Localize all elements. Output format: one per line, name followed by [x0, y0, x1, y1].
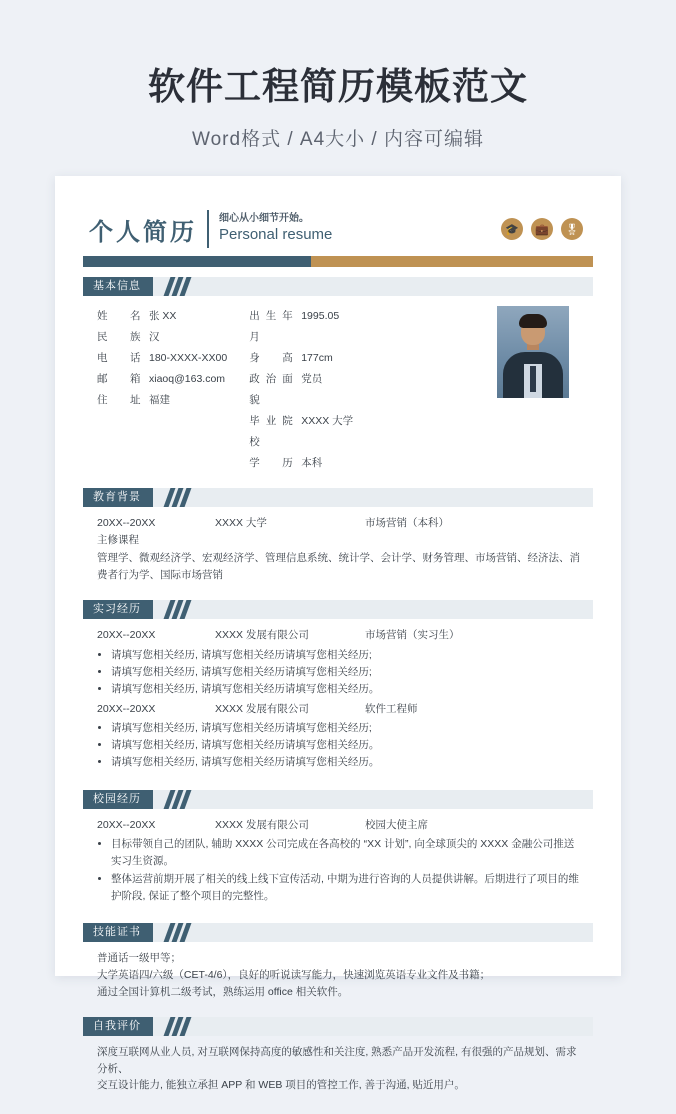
info-row [97, 348, 227, 369]
resume-slogan: 细心从小细节开始。 [219, 213, 309, 225]
basic-info-left-column [97, 306, 227, 474]
skill-line: 普通话一级甲等； [97, 952, 181, 965]
section-self-evaluation [83, 1017, 593, 1100]
courses-label: 主修课程 [97, 534, 139, 547]
info-row [249, 306, 353, 348]
resume-title-block [219, 213, 332, 244]
basic-info-body [83, 296, 593, 478]
info-row [249, 453, 353, 474]
basic-info-right-column [249, 306, 353, 474]
section-skills [83, 923, 593, 1006]
section-header [83, 600, 593, 619]
section-header [83, 923, 593, 942]
section-header [83, 790, 593, 809]
info-label: 毕业院校 [249, 415, 299, 448]
list-item: • 请填写您相关经历, 请填写您相关经历请填写您相关经历。 [111, 737, 583, 754]
info-row [97, 390, 227, 411]
medal-icon: 🎖 [561, 218, 583, 240]
info-label: 身 高 [249, 352, 299, 364]
info-label: 姓 名 [97, 310, 147, 322]
header-bar-primary [83, 256, 311, 267]
resume-title-cn: 个人简历 [89, 218, 197, 246]
section-campus [83, 790, 593, 914]
internship-role: 市场营销（实习生） [365, 629, 460, 642]
section-header [83, 277, 593, 296]
resume-title-en: Personal resume [219, 225, 333, 243]
education-row [97, 515, 583, 532]
campus-role: 校园大使主席 [365, 818, 428, 831]
internship-bullets [97, 647, 583, 699]
internship-date: 20XX--20XX [97, 702, 156, 715]
education-major: 市场营销（本科） [365, 517, 449, 529]
campus-row [97, 817, 583, 834]
section-education [83, 488, 593, 590]
internship-date: 20XX--20XX [97, 629, 156, 642]
info-value: 党员 [301, 373, 323, 385]
section-title: 自我评价 [83, 1017, 153, 1036]
internship-body [83, 619, 593, 780]
info-label: 政治面貌 [249, 373, 299, 406]
campus-date: 20XX--20XX [97, 818, 156, 831]
document-sheet [55, 176, 621, 1092]
info-value: XXXX 大学 [301, 415, 354, 427]
info-label: 电 话 [97, 352, 147, 364]
list-item: • 请填写您相关经历, 请填写您相关经历请填写您相关经历; [111, 647, 583, 664]
self-line: 交互设计能力, 能独立承担 APP 和 WEB 项目的管控工作, 善于沟通, 贴近用户。 [97, 1079, 465, 1092]
avatar [497, 306, 569, 398]
graduation-cap-icon: 🎓 [501, 218, 523, 240]
info-label: 民 族 [97, 331, 147, 343]
promo-header [0, 0, 676, 151]
internship-row [97, 701, 583, 718]
info-row [249, 369, 353, 411]
header-bar-accent [311, 256, 593, 267]
info-value: 张 XX [149, 310, 177, 322]
section-header [83, 1017, 593, 1036]
info-row [97, 369, 227, 390]
info-row [249, 411, 353, 453]
resume-document [83, 200, 593, 1092]
info-row [249, 348, 353, 369]
skills-body [83, 942, 593, 1006]
education-school: XXXX 大学 [215, 517, 267, 529]
briefcase-icon: 💼 [531, 218, 553, 240]
campus-bullets [97, 836, 583, 905]
info-value: xiaoq@163.com [149, 373, 226, 385]
section-basic-info [83, 277, 593, 478]
info-value: 福建 [149, 394, 170, 406]
skill-line: 通过全国计算机二级考试，熟练运用 office 相关软件。 [97, 985, 349, 998]
campus-company: XXXX 发展有限公司 [215, 818, 309, 831]
campus-body [83, 809, 593, 914]
header-icons [501, 218, 587, 240]
list-item: • 请填写您相关经历, 请填写您相关经历请填写您相关经历。 [111, 681, 583, 698]
list-item: • 请填写您相关经历, 请填写您相关经历请填写您相关经历; [111, 720, 583, 737]
list-item: • 整体运营前期开展了相关的线上线下宣传活动, 中期为进行咨询的人员提供讲解。后期进行了项目的维护阶段, 保证了整个项目的完整性。 [111, 871, 583, 906]
info-label: 学 历 [249, 457, 299, 469]
self-line: 深度互联网从业人员, 对互联网保持高度的敏感性和关注度, 熟悉产品开发流程, 有很强的产品规划、需求分析、 [97, 1045, 577, 1075]
info-value: 180-XXXX-XX00 [149, 352, 228, 364]
section-internship [83, 600, 593, 780]
info-row [97, 306, 227, 327]
internship-bullets [97, 720, 583, 772]
resume-header [83, 200, 593, 250]
skill-line: 大学英语四/六级（CET-4/6），良好的听说读写能力，快速浏览英语专业文件及书籍； [97, 969, 491, 982]
section-title: 技能证书 [83, 923, 153, 942]
section-title: 实习经历 [83, 600, 153, 619]
basic-info-columns [97, 306, 497, 474]
education-body [83, 507, 593, 590]
list-item: • 目标带领自己的团队, 辅助 XXXX 公司完成在各高校的 “XX 计划”, 向全球顶尖的 XXXX 金融公司推送实习生资源。 [111, 836, 583, 871]
section-title: 基本信息 [83, 277, 153, 296]
education-date: 20XX--20XX [97, 517, 156, 529]
header-color-bars [83, 256, 593, 267]
info-value: 本科 [301, 457, 323, 469]
info-row [97, 327, 227, 348]
courses-text: 管理学、微观经济学、宏观经济学、管理信息系统、统计学、会计学、财务管理、市场营销、经济法、消费者行为学、国际市场营销 [97, 551, 580, 581]
list-item: • 请填写您相关经历, 请填写您相关经历请填写您相关经历。 [111, 754, 583, 771]
section-title: 教育背景 [83, 488, 153, 507]
self-evaluation-body [83, 1036, 593, 1100]
list-item: • 请填写您相关经历, 请填写您相关经历请填写您相关经历; [111, 664, 583, 681]
internship-company: XXXX 发展有限公司 [215, 629, 309, 642]
internship-row [97, 627, 583, 644]
page-subtitle: Word格式 / A4大小 / 内容可编辑 [192, 129, 484, 150]
section-title: 校园经历 [83, 790, 153, 809]
info-value: 汉 [149, 331, 160, 343]
info-label: 出生年月 [249, 310, 299, 343]
info-label: 邮 箱 [97, 373, 147, 385]
info-value: 1995.05 [301, 310, 340, 322]
info-label: 住 址 [97, 394, 147, 406]
page-title: 软件工程简历模板范文 [148, 66, 528, 107]
info-value: 177cm [301, 352, 333, 364]
internship-company: XXXX 发展有限公司 [215, 702, 309, 715]
internship-role: 软件工程师 [365, 702, 418, 715]
section-header [83, 488, 593, 507]
title-divider [207, 210, 209, 248]
